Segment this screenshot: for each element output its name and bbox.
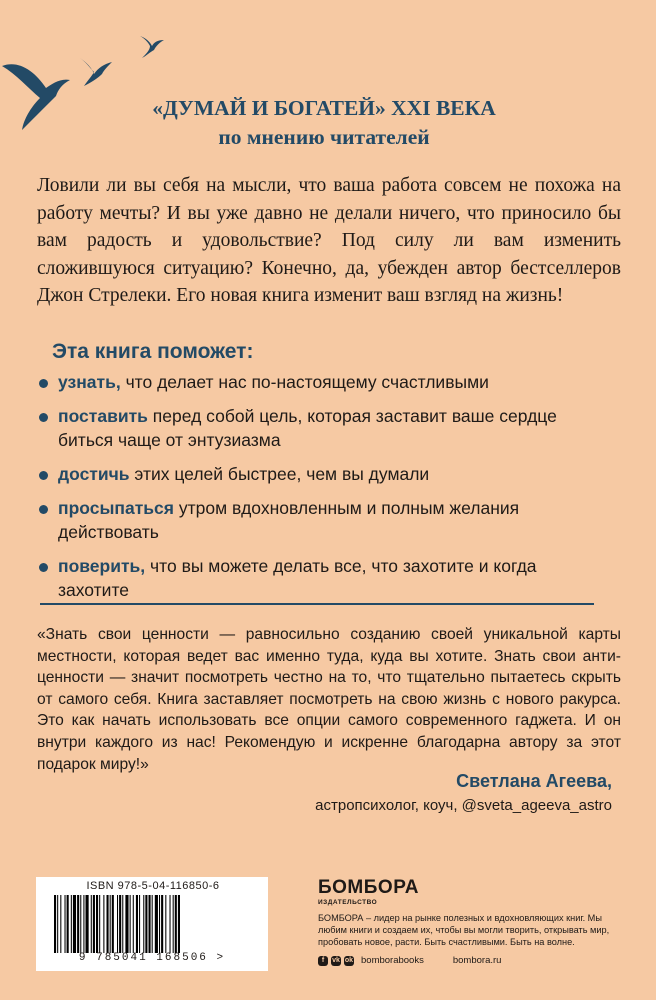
large-bird-icon (2, 64, 70, 130)
headline-line-1: «ДУМАЙ И БОГАТЕЙ» XXI ВЕКА (152, 96, 496, 120)
benefit-item (38, 496, 598, 544)
barcode-digits: 9 785041 168506 > (78, 952, 226, 964)
isbn-barcode (36, 877, 268, 971)
benefit-keyword: достичь (58, 464, 130, 484)
bullet-dot-icon (39, 563, 48, 572)
barcode-bar (60, 895, 61, 953)
barcode-bar (130, 895, 131, 953)
odnoklassniki-icon[interactable]: ok (344, 956, 354, 964)
barcode-bar (122, 895, 123, 953)
publisher-description: БОМБОРА – лидер на рынке полезных и вдохновляющих книг. Мы любим книги и создаем их, чтобы вы могли творить, открывать мир, пробовать новое, расти. Быть счастливыми. Быть на волне. (318, 913, 610, 948)
barcode-bar (73, 895, 76, 953)
benefits-title: Эта книга поможет: (52, 340, 254, 363)
barcode-bar (117, 895, 118, 953)
isbn-number: ISBN 978-5-04-116850-6 (86, 880, 220, 892)
barcode-bar (125, 895, 128, 953)
barcode-bar (110, 895, 111, 953)
benefit-keyword: поверить, (58, 556, 146, 576)
barcode-bar (155, 895, 158, 953)
publisher-social-handle[interactable]: bomborabooks (361, 955, 424, 966)
headline (100, 94, 548, 152)
barcode-bar (91, 895, 92, 953)
barcode-bar (143, 895, 144, 953)
barcode-bars (54, 895, 250, 953)
facebook-icon[interactable]: f (318, 956, 328, 966)
bullet-dot-icon (39, 505, 48, 514)
barcode-bar (149, 895, 151, 953)
vk-icon[interactable]: vk (332, 956, 340, 964)
barcode-bar (77, 895, 79, 953)
benefit-text: этих целей быстрее, чем вы думали (129, 464, 430, 484)
publisher-logo: БОМБОРА (318, 877, 419, 898)
barcode-bar (175, 895, 177, 953)
bullet-dot-icon (39, 379, 48, 388)
barcode-bar (86, 895, 89, 953)
barcode-bar (65, 895, 66, 953)
barcode-bar (103, 895, 104, 953)
barcode-bar (170, 895, 171, 953)
publisher-logo-subtitle: ИЗДАТЕЛЬСТВО (318, 899, 378, 906)
barcode-bar (93, 895, 95, 953)
barcode-bar (136, 895, 138, 953)
intro-paragraph: Ловили ли вы себя на мысли, что ваша работа совсем не похожа на работу мечты? И вы уже давно не делали ничего, что приносило бы вам радость и удовольствие? Под силу ли вам изменить сложившуюся ситуацию? Конечно, да, убежден автор бестселлеров Джон Стрелеки. Его новая книга изменит ваш взгляд на жизнь! (37, 175, 621, 306)
benefit-text: что делает нас по-настоящему счастливыми (120, 372, 489, 392)
benefit-item (38, 404, 598, 452)
testimonial-author-name: Светлана Агеева, (456, 771, 612, 791)
benefit-item (38, 370, 598, 394)
barcode-bar (152, 895, 153, 953)
barcode-bar (99, 895, 100, 953)
medium-bird-icon (80, 58, 112, 86)
benefit-keyword: просыпаться (58, 498, 174, 518)
barcode-bar (178, 895, 180, 953)
benefit-text: что вы можете делать все, что захотите и когда захотите (58, 556, 537, 600)
barcode-bar (173, 895, 174, 953)
bullet-dot-icon (39, 413, 48, 422)
barcode-bar (112, 895, 114, 953)
barcode-bar (54, 895, 56, 953)
publisher-website[interactable]: bombora.ru (452, 955, 502, 966)
barcode-bar (159, 895, 160, 953)
barcode-bar (145, 895, 147, 953)
barcode-bar (80, 895, 81, 953)
barcode-bar (83, 895, 84, 953)
barcode-bar (165, 895, 166, 953)
benefits-list (38, 370, 598, 612)
barcode-bar (119, 895, 121, 953)
publisher-social-links (318, 955, 501, 966)
section-divider (40, 603, 594, 605)
barcode-bar (107, 895, 109, 953)
small-bird-icon (140, 36, 164, 58)
barcode-bar (71, 895, 72, 953)
benefit-item (38, 554, 598, 602)
barcode-bar (139, 895, 140, 953)
bullet-dot-icon (39, 471, 48, 480)
barcode-bar (67, 895, 69, 953)
testimonial-author-role: астропсихолог, коуч, @sveta_ageeva_astro (315, 797, 612, 814)
barcode-bar (57, 895, 58, 953)
barcode-bar (96, 895, 98, 953)
benefit-keyword: узнать, (58, 372, 121, 392)
barcode-bar (161, 895, 163, 953)
barcode-bar (133, 895, 134, 953)
benefit-item (38, 462, 598, 486)
benefit-keyword: поставить (58, 406, 148, 426)
headline-line-2: по мнению читателей (218, 125, 430, 149)
benefit-text: утром вдохновленным и полным желания действовать (58, 498, 520, 542)
testimonial-quote: «Знать свои ценности — равносильно созданию своей уникальной карты местности, которая ведет вас именно туда, куда вы хотите. Знать свои антиценности — значит посмотреть честно на то, что тщательно пытаетесь скрыть от самого себя. Книга заставляет посмотреть на свою жизнь с нового ракурса. Это как начать использовать все опции самого современного гаджета. И он внутри каждого из нас! Рекомендую и искренне благодарна автору за этот подарок миру!» (37, 626, 621, 773)
benefit-text: перед собой цель, которая заставит ваше сердце биться чаще от энтузиазма (58, 406, 557, 450)
